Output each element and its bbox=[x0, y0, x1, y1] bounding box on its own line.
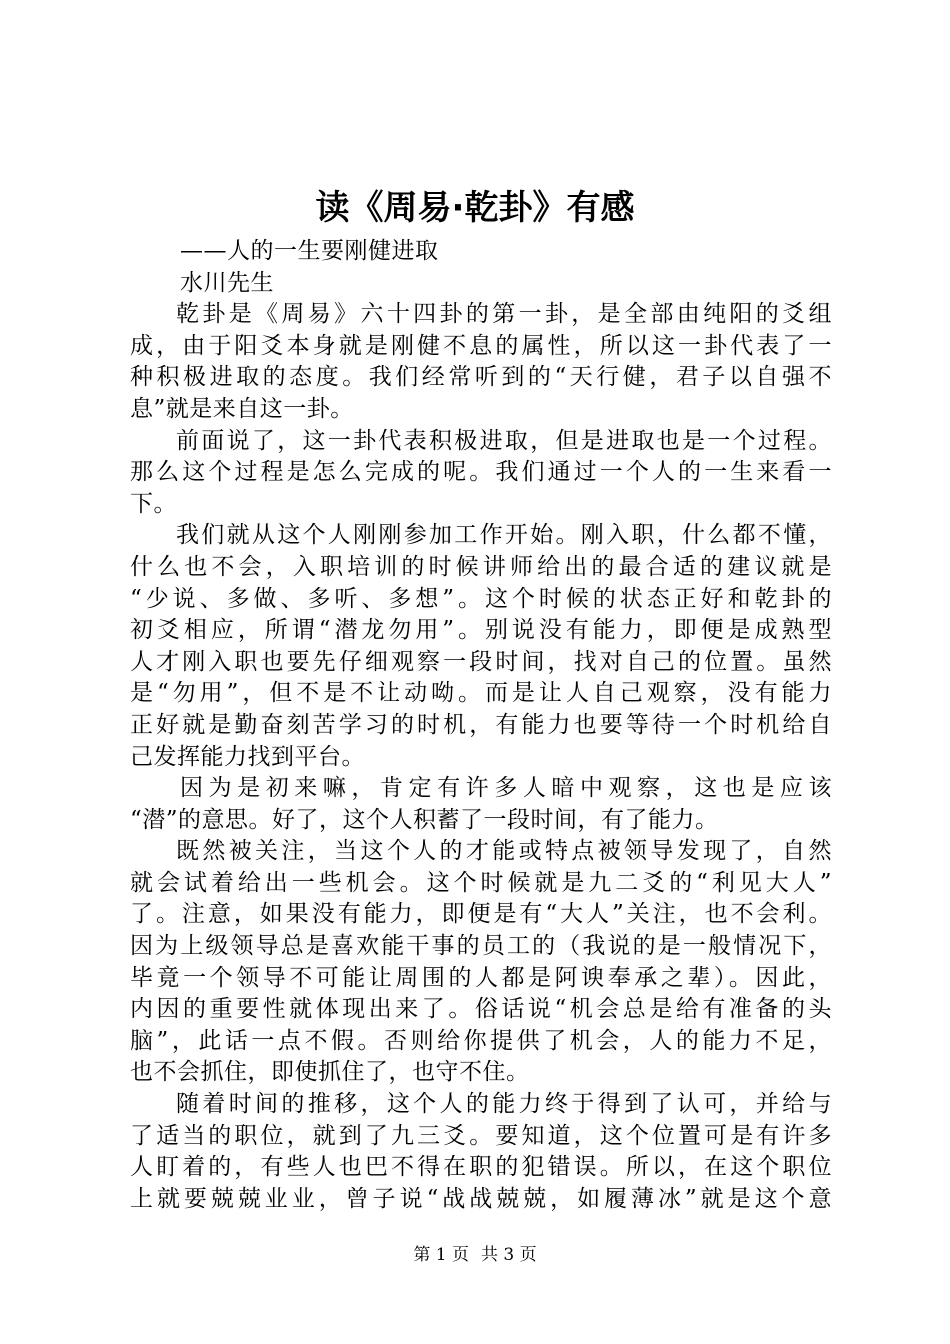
paragraph-line: 因为是初来嘛，肯定有许多人暗中观察，这也是应该 bbox=[180, 775, 832, 802]
document-author: 水川先生 bbox=[180, 269, 274, 296]
paragraph-line: 那么这个过程是怎么完成的呢。我们通过一个人的一生来看一 bbox=[130, 459, 832, 486]
paragraph-line: 内因的重要性就体现出来了。俗话说“机会总是给有准备的头 bbox=[130, 996, 832, 1023]
paragraph-line: 了。注意，如果没有能力，即便是有“大人”关注，也不会利。 bbox=[130, 901, 832, 928]
paragraph-line: 己发挥能力找到平台。 bbox=[130, 743, 365, 770]
paragraph-line: 息”就是来自这一卦。 bbox=[130, 395, 354, 422]
document-subtitle: ——人的一生要刚健进取 bbox=[180, 238, 439, 264]
paragraph-line: 既然被关注，当这个人的才能或特点被领导发现了，自然 bbox=[176, 838, 832, 865]
page-number: 第 1 页 bbox=[413, 1245, 469, 1265]
paragraph-line: 下。 bbox=[130, 490, 177, 517]
page-total: 共 3 页 bbox=[481, 1245, 537, 1265]
paragraph-line: 人盯着的，有些人也巴不得在职的犯错误。所以，在这个职位 bbox=[130, 1154, 832, 1181]
paragraph-line: 人才刚入职也要先仔细观察一段时间，找对自己的位置。虽然 bbox=[130, 648, 832, 675]
paragraph-line: 了适当的职位，就到了九三爻。要知道，这个位置可是有许多 bbox=[130, 1122, 832, 1149]
document-body bbox=[130, 236, 832, 1215]
paragraph-line: 种积极进取的态度。我们经常听到的“天行健，君子以自强不 bbox=[130, 364, 832, 391]
paragraph-line: 毕竟一个领导不可能让周围的人都是阿谀奉承之辈）。因此， bbox=[130, 964, 832, 991]
paragraph-line: 脑”，此话一点不假。否则给你提供了机会，人的能力不足， bbox=[130, 1027, 832, 1054]
paragraph-line: 前面说了，这一卦代表积极进取，但是进取也是一个过程。 bbox=[176, 427, 832, 454]
paragraph-line: “少说、多做、多听、多想”。这个时候的状态正好和乾卦的 bbox=[130, 585, 832, 612]
paragraph-line: 就会试着给出一些机会。这个时候就是九二爻的“利见大人” bbox=[130, 869, 832, 896]
paragraph-line: 我们就从这个人刚刚参加工作开始。刚入职，什么都不懂， bbox=[176, 522, 832, 549]
paragraph-line: 什么也不会，入职培训的时候讲师给出的最合适的建议就是 bbox=[130, 553, 832, 580]
paragraph-line: 乾卦是《周易》六十四卦的第一卦，是全部由纯阳的爻组 bbox=[176, 301, 832, 328]
paragraph-line: 因为上级领导总是喜欢能干事的员工的（我说的是一般情况下， bbox=[130, 933, 832, 960]
paragraph-line: 初爻相应，所谓“潜龙勿用”。别说没有能力，即便是成熟型 bbox=[130, 617, 832, 644]
paragraph-line: “潜”的意思。好了，这个人积蓄了一段时间，有了能力。 bbox=[130, 806, 719, 833]
paragraph-line: 随着时间的推移，这个人的能力终于得到了认可，并给与 bbox=[176, 1091, 832, 1118]
paragraph-line: 成，由于阳爻本身就是刚健不息的属性，所以这一卦代表了一 bbox=[130, 332, 832, 359]
document-title: 读《周易·乾卦》有感 bbox=[315, 188, 635, 228]
paragraph-line: 上就要兢兢业业，曾子说“战战兢兢，如履薄冰”就是这个意 bbox=[130, 1185, 832, 1212]
paragraph-line: 正好就是勤奋刻苦学习的时机，有能力也要等待一个时机给自 bbox=[130, 711, 832, 738]
paragraph-line: 也不会抓住，即使抓住了，也守不住。 bbox=[130, 1059, 530, 1086]
paragraph-line: 是“勿用”，但不是不让动呦。而是让人自己观察，没有能力 bbox=[130, 680, 832, 707]
page-footer bbox=[0, 1244, 950, 1266]
